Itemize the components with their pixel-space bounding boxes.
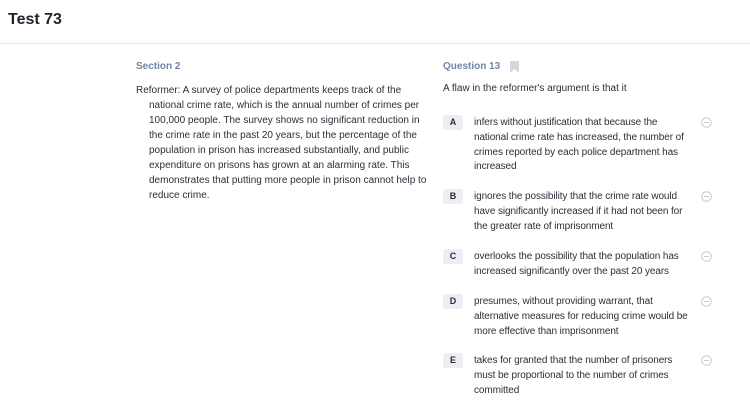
top-bar (0, 0, 750, 44)
choice-a[interactable] (443, 115, 715, 173)
minus-circle-icon[interactable] (701, 296, 712, 307)
choice-letter: E (443, 353, 463, 368)
choice-d[interactable] (443, 294, 715, 344)
choice-c[interactable] (443, 249, 715, 299)
choice-letter: C (443, 249, 463, 264)
question-label: Question 13 (443, 61, 501, 72)
page-title: Test 73 (8, 11, 62, 28)
choice-letter: A (443, 115, 463, 130)
minus-circle-icon[interactable] (701, 191, 712, 202)
bookmark-icon[interactable] (510, 61, 519, 72)
choice-letter: D (443, 294, 463, 309)
choice-text: presumes, without providing warrant, that alternative measures for reducing crime would be more effective than imprisonment (474, 296, 688, 337)
choice-text: ignores the possibility that the crime rate would have significantly increased if it had not been for the greater rate of imprisonment (474, 191, 683, 232)
passage-text: Reformer: A survey of police departments keeps track of the national crime rate, which is the annual number of crimes per 100,000 people. The survey shows no significant reduction in the crime rate in the past 20 years, but the percentage of the population in prison has increased substantially, and public expenditure on prisons has grown at an alarming rate. This demonstrates that putting more people in prison cannot help to reduce crime. (136, 85, 427, 201)
choice-text: overlooks the possibility that the population has increased significantly over the past 20 years (474, 251, 679, 277)
choice-b[interactable] (443, 189, 715, 239)
question-header (443, 61, 519, 72)
choice-text: takes for granted that the number of prisoners must be proportional to the number of crimes committed (474, 355, 673, 396)
minus-circle-icon[interactable] (701, 355, 712, 366)
section-label: Section 2 (136, 61, 181, 72)
minus-circle-icon[interactable] (701, 251, 712, 262)
question-stem: A flaw in the reformer's argument is that it (443, 83, 627, 94)
minus-circle-icon[interactable] (701, 117, 712, 128)
choice-letter: B (443, 189, 463, 204)
choice-e[interactable] (443, 353, 715, 403)
choice-text: infers without justification that because the national crime rate has increased, the number of crimes reported by each police department has increased (474, 117, 684, 173)
